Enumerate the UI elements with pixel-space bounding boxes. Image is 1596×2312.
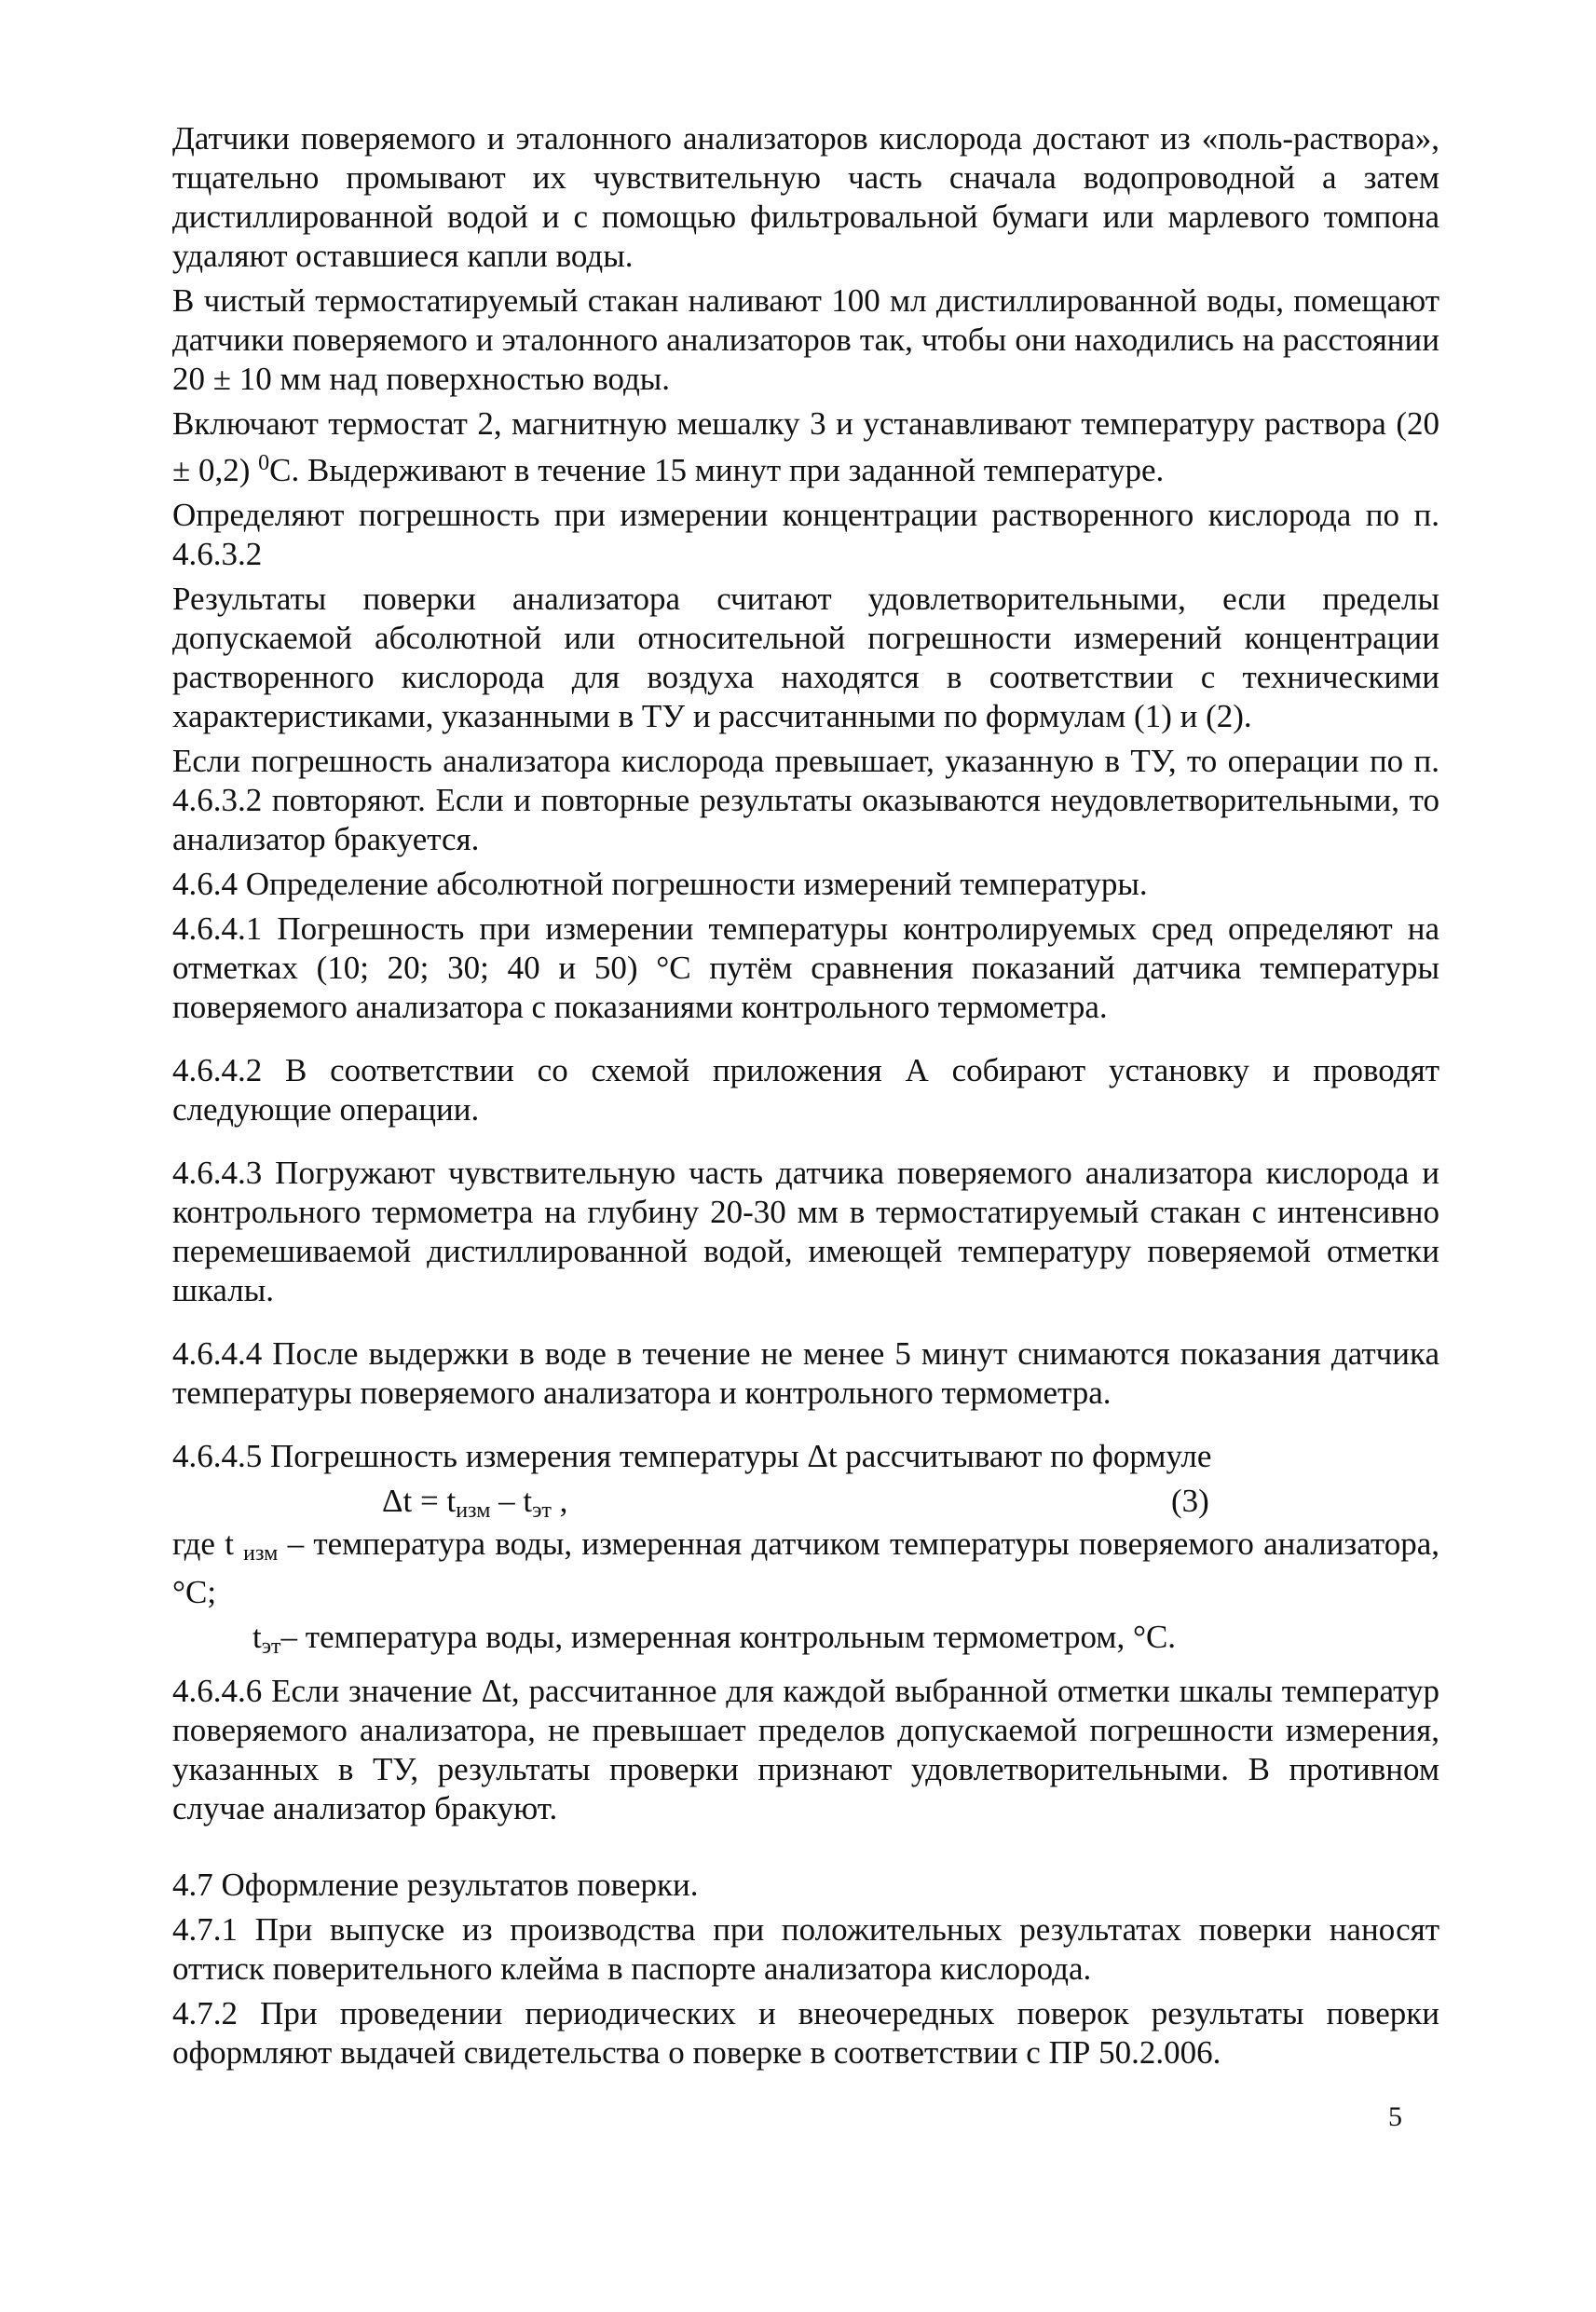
paragraph-temperature-setting bbox=[172, 404, 1439, 490]
paragraph-4-6-4-6: 4.6.4.6 Если значение Δt, рассчитанное для каждой выбранной отметки шкалы температур поверяемого анализатора, не превышает пределов допускаемой погрешности измерения, указанных в ТУ, результаты проверки признают удовлетворительными. В противном случае анализатор бракуют. bbox=[172, 1673, 1439, 1826]
paragraph-4-6-4-4: 4.6.4.4 После выдержки в воде в течение не менее 5 минут снимаются показания датчика температуры поверяемого анализатора и контрольного термометра. bbox=[172, 1335, 1439, 1411]
paragraph-error-exceeds: Если погрешность анализатора кислорода превышает, указанную в ТУ, то операции по п. 4.6.3.2 повторяют. Если и повторные результаты оказываются неудовлетворительными, то анализатор бракуется. bbox=[172, 743, 1439, 857]
paragraph-results-satisfactory: Результаты поверки анализатора считают удовлетворительными, если пределы допускаемой абсолютной или относительной погрешности измерений концентрации растворенного кислорода для воздуха находятся в соответствии с техническими характеристиками, указанными в ТУ и рассчитанными по формулам (1) и (2). bbox=[172, 581, 1439, 734]
paragraph-4-6-4-2: 4.6.4.2 В соответствии со схемой приложения А собирают установку и проводят следующие операции. bbox=[172, 1052, 1439, 1128]
legend-t-measured: где t $_{изм}$ – температура воды, измеренная датчиком температуры поверяемого анализатора, °С; bbox=[172, 1525, 1439, 1610]
paragraph-4-6-4-3: 4.6.4.3 Погружают чувствительную часть датчика поверяемого анализатора кислорода и контрольного термометра на глубину 20-30 мм в термостатируемый стакан с интенсивно перемешиваемой дистиллированной водой, имеющей температуру поверяемой отметки шкалы. bbox=[172, 1155, 1439, 1308]
legend-t-reference: $t_{эт}-$ температура воды, измеренная контрольным термометром, °С. bbox=[252, 1619, 1177, 1659]
formula-3 bbox=[172, 1482, 1439, 1521]
paragraph-4-6-4-5: 4.6.4.5 Погрешность измерения температуры Δt рассчитывают по формуле bbox=[172, 1438, 1212, 1474]
paragraph-error-determination: Определяют погрешность при измерении концентрации растворенного кислорода по п. 4.6.3.2 bbox=[172, 497, 1439, 572]
paragraph-4-7-2: 4.7.2 При проведении периодических и внеочередных поверок результаты поверки оформляют выдачей свидетельства о поверке в соответствии с ПР 50.2.006. bbox=[172, 1995, 1439, 2071]
temperature-setting-text: Включают термостат 2, магнитную мешалку 3 и устанавливают температуру раствора (20 ± 0,2) bbox=[172, 405, 1439, 488]
page-number: 5 bbox=[1388, 2101, 1402, 2132]
paragraph-4-6-4-1: 4.6.4.1 Погрешность при измерении температуры контролируемых сред определяют на отметках (10; 20; 30; 40 и 50) °С путём сравнения показаний датчика температуры поверяемого анализатора с показаниями контрольного термометра. bbox=[172, 910, 1439, 1025]
formula-number: (3) bbox=[1171, 1483, 1209, 1519]
section-heading-4-7: 4.7 Оформление результатов поверки. bbox=[172, 1867, 699, 1903]
temperature-setting-text-end: С. Выдерживают в течение 15 минут при заданной температуре. bbox=[269, 452, 1165, 488]
paragraph-4-7-1: 4.7.1 При выпуске из производства при положительных результатах поверки наносят оттиск поверительного клейма в паспорте анализатора кислорода. bbox=[172, 1911, 1439, 1987]
paragraph-sensor-washing: Датчики поверяемого и эталонного анализаторов кислорода достают из «поль-раствора», тщательно промывают их чувствительную часть сначала водопроводной а затем дистиллированной водой и с помощью фильтровальной бумаги или марлевого томпона удаляют оставшиеся капли воды. bbox=[172, 120, 1439, 274]
formula-expression: $\Delta t = t_{изм} - t_{эт}$ , bbox=[382, 1483, 568, 1523]
degree-superscript: 0 bbox=[258, 451, 270, 475]
section-heading-4-6-4: 4.6.4 Определение абсолютной погрешности измерений температуры. bbox=[172, 866, 1148, 902]
document-page bbox=[172, 119, 1439, 2078]
paragraph-thermostat-glass: В чистый термостатируемый стакан наливают 100 мл дистиллированной воды, помещают датчики поверяемого и эталонного анализаторов так, чтобы они находились на расстоянии 20 ± 10 мм над поверхностью воды. bbox=[172, 282, 1439, 397]
